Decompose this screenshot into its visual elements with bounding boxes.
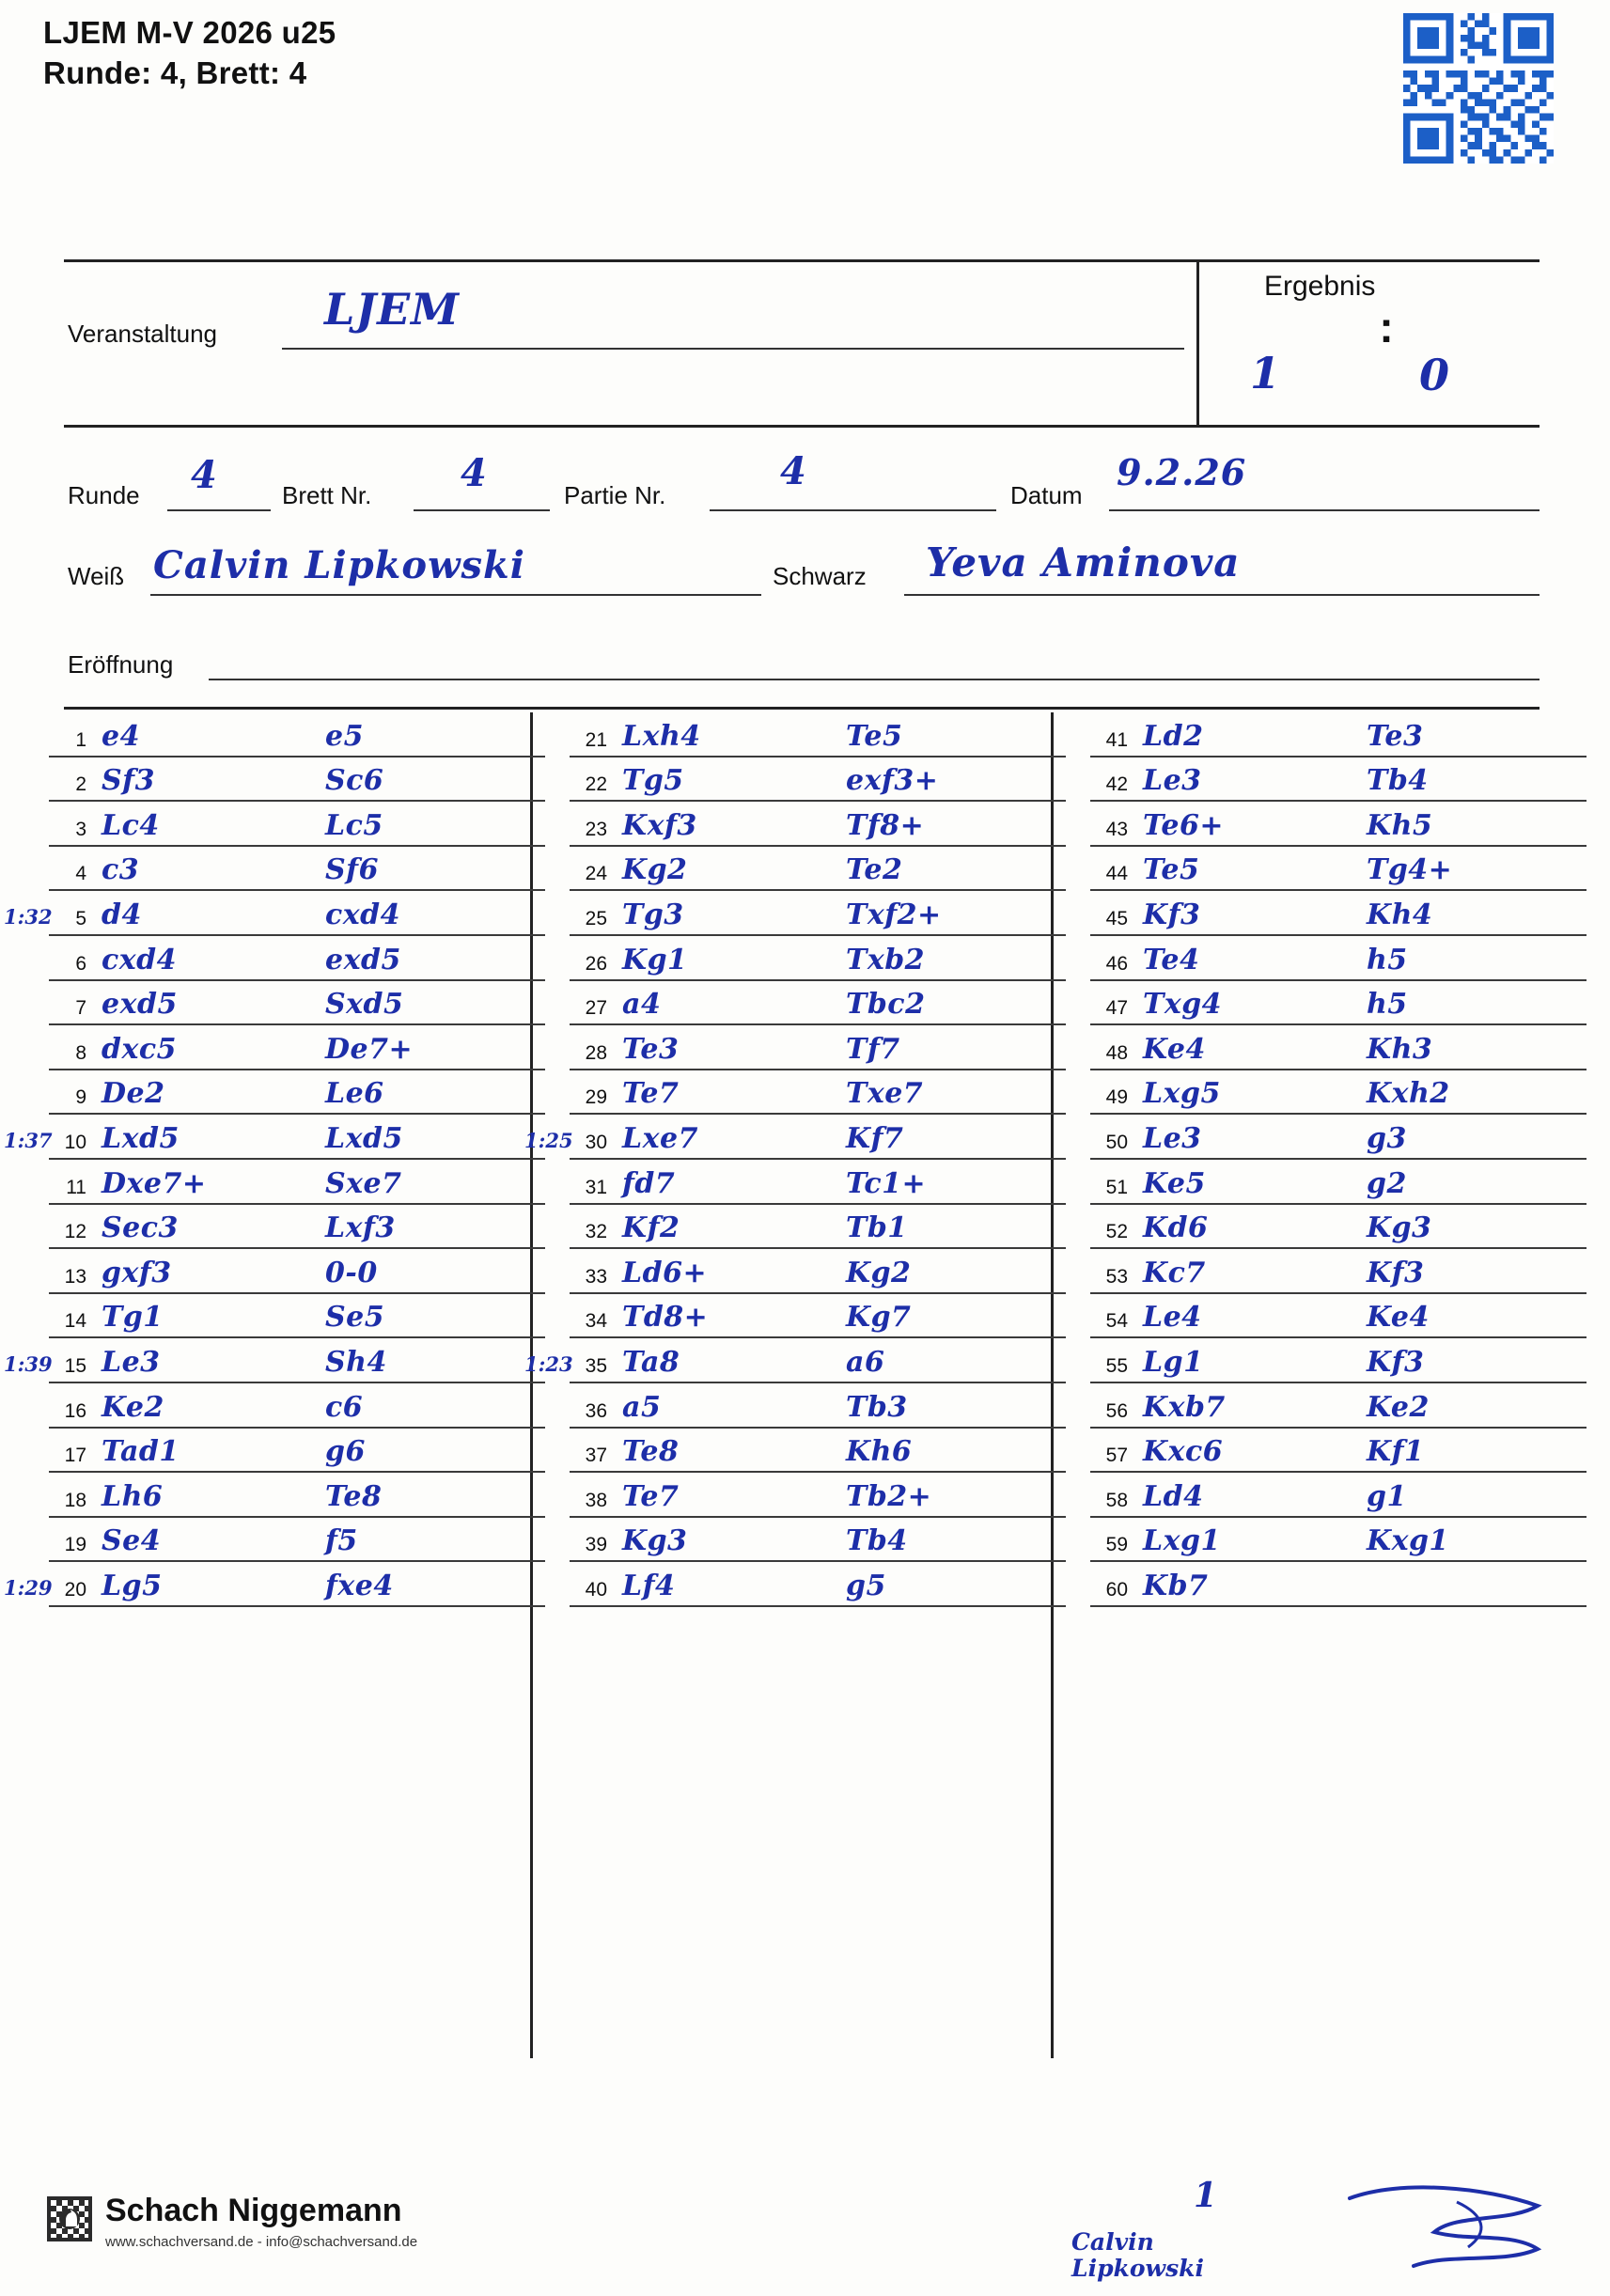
black-move[interactable]: c6	[325, 1390, 364, 1424]
move-row	[1085, 758, 1592, 803]
black-move[interactable]: Txb2	[846, 943, 926, 976]
move-row	[564, 1473, 1071, 1518]
white-move[interactable]: gxf3	[102, 1256, 172, 1289]
black-move[interactable]: Te3	[1367, 719, 1424, 753]
move-row	[43, 1205, 551, 1250]
move-row	[1085, 1115, 1592, 1160]
clock-time: 1:23	[524, 1351, 573, 1376]
black-move[interactable]: 0-0	[325, 1256, 378, 1289]
move-number: 44	[1105, 863, 1128, 885]
eroeffnung-field-line	[209, 679, 1540, 680]
white-move[interactable]: Lc4	[102, 808, 160, 842]
signature-name-line-1: Calvin	[1071, 2227, 1154, 2256]
black-move[interactable]: g1	[1367, 1479, 1407, 1513]
black-move[interactable]: Tf8+	[846, 808, 925, 842]
move-number: 27	[585, 997, 607, 1020]
white-move[interactable]: Kc7	[1143, 1256, 1206, 1289]
move-row	[1085, 847, 1592, 892]
clock-time: 1:39	[4, 1351, 53, 1376]
move-row	[43, 758, 551, 803]
white-move[interactable]: Sec3	[102, 1211, 179, 1245]
move-row	[43, 847, 551, 892]
move-row	[564, 1025, 1071, 1070]
black-move[interactable]: g6	[325, 1435, 366, 1469]
white-move[interactable]: Sf3	[102, 764, 155, 798]
move-number: 43	[1105, 818, 1128, 840]
move-row	[4, 891, 551, 936]
move-row	[524, 1115, 1071, 1160]
move-row	[564, 1070, 1071, 1116]
event-title-line-2: Runde: 4, Brett: 4	[43, 55, 307, 90]
move-number: 34	[585, 1310, 607, 1333]
white-move[interactable]: Kxc6	[1143, 1435, 1224, 1469]
black-move[interactable]: Kf3	[1367, 1256, 1425, 1289]
black-move[interactable]: Tb4	[1367, 764, 1429, 798]
move-row	[43, 802, 551, 847]
runde-value[interactable]: 4	[191, 453, 218, 497]
move-row	[1085, 1518, 1592, 1563]
move-number: 2	[75, 773, 86, 796]
brett-field-line	[414, 509, 550, 511]
black-move[interactable]: Kxg1	[1367, 1524, 1449, 1558]
black-move[interactable]: g2	[1367, 1166, 1407, 1200]
white-move[interactable]: De2	[102, 1077, 165, 1111]
weiss-label: Weiß	[68, 562, 125, 590]
move-number: 23	[585, 818, 607, 840]
clock-time: 1:32	[4, 904, 53, 929]
schwarz-value[interactable]: Yeva Aminova	[926, 539, 1241, 586]
white-move[interactable]: dxc5	[102, 1032, 178, 1066]
black-move[interactable]: Tc1+	[846, 1166, 927, 1200]
move-number: 38	[585, 1489, 607, 1511]
white-move[interactable]: Td8+	[622, 1301, 709, 1335]
white-move[interactable]: Lf4	[622, 1569, 676, 1602]
white-move[interactable]: Te7	[622, 1479, 680, 1513]
white-move[interactable]: Ta8	[622, 1345, 680, 1379]
schwarz-field-line	[904, 594, 1540, 596]
move-number: 26	[585, 952, 607, 975]
move-row	[564, 1518, 1071, 1563]
black-move[interactable]: exd5	[325, 943, 401, 976]
move-row	[1085, 1205, 1592, 1250]
move-number: 25	[585, 907, 607, 929]
white-move[interactable]: Tg1	[102, 1301, 164, 1335]
veranstaltung-value[interactable]: LJEM	[324, 284, 461, 335]
weiss-field-line	[150, 594, 761, 596]
move-row	[564, 712, 1071, 758]
move-number: 22	[585, 773, 607, 796]
move-number: 51	[1105, 1176, 1128, 1198]
datum-field-line	[1109, 509, 1540, 511]
white-move[interactable]: Txg4	[1143, 988, 1223, 1022]
black-move[interactable]: g3	[1367, 1121, 1407, 1155]
white-move[interactable]: Kg1	[622, 943, 688, 976]
knight-logo-icon	[47, 2196, 92, 2241]
move-row	[564, 847, 1071, 892]
black-move[interactable]: Tf7	[846, 1032, 900, 1066]
move-number: 59	[1105, 1534, 1128, 1556]
move-row	[43, 1160, 551, 1205]
white-move[interactable]: Te3	[622, 1032, 680, 1066]
move-row	[564, 936, 1071, 981]
move-number: 49	[1105, 1086, 1128, 1109]
white-move[interactable]: cxd4	[102, 943, 178, 976]
white-move[interactable]: a4	[622, 988, 662, 1022]
result-black-value[interactable]: 0	[1419, 350, 1451, 400]
white-move[interactable]: Ke2	[102, 1390, 164, 1424]
white-move[interactable]: Le4	[1143, 1301, 1202, 1335]
black-move[interactable]: Sxd5	[325, 988, 404, 1022]
move-row	[1085, 1294, 1592, 1339]
black-move[interactable]: h5	[1367, 988, 1408, 1022]
black-move[interactable]: h5	[1367, 943, 1408, 976]
move-row	[4, 1115, 551, 1160]
black-move[interactable]: Te8	[325, 1479, 383, 1513]
brett-label: Brett Nr.	[282, 481, 372, 509]
move-row	[1085, 1249, 1592, 1294]
move-number: 15	[64, 1354, 86, 1377]
runde-field-line	[167, 509, 271, 511]
black-move[interactable]: cxd4	[325, 898, 401, 931]
white-move[interactable]: Kxb7	[1143, 1390, 1226, 1424]
move-row	[564, 802, 1071, 847]
black-move[interactable]: Kh5	[1367, 808, 1433, 842]
move-number: 41	[1105, 728, 1128, 751]
white-move[interactable]: Ld4	[1143, 1479, 1204, 1513]
brett-value[interactable]: 4	[461, 451, 488, 495]
black-move[interactable]: Ke4	[1367, 1301, 1430, 1335]
move-number: 48	[1105, 1041, 1128, 1064]
black-move[interactable]: Le6	[325, 1077, 384, 1111]
black-move[interactable]: De7+	[325, 1032, 414, 1066]
divider-middle	[64, 425, 1540, 428]
black-move[interactable]: g5	[846, 1569, 886, 1602]
clock-time: 1:25	[524, 1128, 573, 1152]
white-move[interactable]: Ld6+	[622, 1256, 708, 1289]
white-move[interactable]: Te4	[1143, 943, 1200, 976]
divider-top	[64, 259, 1540, 262]
white-move[interactable]: d4	[102, 898, 142, 931]
partie-field-line	[710, 509, 996, 511]
black-move[interactable]: Lxf3	[325, 1211, 396, 1245]
move-number: 28	[585, 1041, 607, 1064]
black-move[interactable]: Te2	[846, 853, 903, 887]
move-row	[1085, 1070, 1592, 1116]
move-row	[4, 1562, 551, 1607]
black-move[interactable]: fxe4	[325, 1569, 394, 1602]
move-row	[43, 1429, 551, 1474]
black-move[interactable]: Sh4	[325, 1345, 387, 1379]
white-move[interactable]: Kf3	[1143, 898, 1201, 931]
black-move[interactable]: Sf6	[325, 853, 379, 887]
white-move[interactable]: Tg3	[622, 898, 684, 931]
publisher-logo	[47, 2193, 442, 2258]
move-number: 1	[75, 728, 86, 751]
move-row-line	[570, 1605, 1066, 1607]
move-row	[43, 712, 551, 758]
white-move[interactable]: Lg1	[1143, 1345, 1204, 1379]
white-move[interactable]: Tad1	[102, 1435, 180, 1469]
white-move[interactable]: Ke5	[1143, 1166, 1206, 1200]
move-number: 18	[64, 1489, 86, 1511]
move-row	[1085, 891, 1592, 936]
move-row	[564, 1294, 1071, 1339]
move-number: 11	[66, 1176, 86, 1198]
move-number: 13	[64, 1265, 86, 1288]
black-move[interactable]: Kh3	[1367, 1032, 1433, 1066]
white-move[interactable]: Tg5	[622, 764, 684, 798]
divider-result-vertical	[1196, 259, 1199, 425]
event-title-line-1: LJEM M-V 2026 u25	[43, 15, 336, 50]
moves-column-2	[524, 712, 1071, 1607]
move-row	[1085, 1025, 1592, 1070]
move-row	[43, 1249, 551, 1294]
move-number: 45	[1105, 907, 1128, 929]
black-move[interactable]: Ke2	[1367, 1390, 1430, 1424]
move-row	[43, 1025, 551, 1070]
move-row	[1085, 981, 1592, 1026]
black-move[interactable]: exf3+	[846, 764, 939, 798]
move-row	[564, 1383, 1071, 1429]
black-move[interactable]: a6	[846, 1345, 885, 1379]
move-number: 17	[64, 1445, 86, 1467]
move-row	[1085, 712, 1592, 758]
black-move[interactable]: Tg4+	[1367, 853, 1453, 887]
move-row	[1085, 1160, 1592, 1205]
move-number: 58	[1105, 1489, 1128, 1511]
move-row	[564, 1205, 1071, 1250]
white-move[interactable]: Lxh4	[622, 719, 701, 753]
white-move[interactable]: Kg2	[622, 853, 688, 887]
white-move[interactable]: Le3	[102, 1345, 161, 1379]
white-move[interactable]: Kxf3	[622, 808, 697, 842]
white-move[interactable]: Kb7	[1143, 1569, 1209, 1602]
white-move[interactable]: Lg5	[102, 1569, 163, 1602]
white-move[interactable]: Lxg1	[1143, 1524, 1221, 1558]
signature-name-line-2: Lipkowski	[1071, 2255, 1204, 2283]
move-number: 60	[1105, 1578, 1128, 1601]
move-number: 12	[64, 1221, 86, 1243]
partie-value[interactable]: 4	[780, 449, 807, 493]
move-row	[564, 1160, 1071, 1205]
white-move[interactable]: Te5	[1143, 853, 1200, 887]
move-number: 40	[585, 1578, 607, 1601]
move-number: 16	[64, 1399, 86, 1422]
eroeffnung-label: Eröffnung	[68, 650, 174, 679]
move-row	[43, 1383, 551, 1429]
move-row	[1085, 1383, 1592, 1429]
black-move[interactable]: e5	[325, 719, 364, 753]
white-move[interactable]: Le3	[1143, 764, 1202, 798]
black-move[interactable]: Tbc2	[846, 988, 926, 1022]
white-move[interactable]: e4	[102, 719, 140, 753]
white-move[interactable]: Te8	[622, 1435, 680, 1469]
move-number: 5	[75, 907, 86, 929]
move-number: 31	[585, 1176, 607, 1198]
white-move[interactable]: Te6+	[1143, 808, 1224, 842]
white-move[interactable]: exd5	[102, 988, 178, 1022]
move-number: 57	[1105, 1445, 1128, 1467]
move-row	[1085, 1338, 1592, 1383]
black-move[interactable]: Tb4	[846, 1524, 908, 1558]
move-number: 30	[585, 1131, 607, 1153]
veranstaltung-field-line	[282, 348, 1184, 350]
move-row	[564, 891, 1071, 936]
move-row	[1085, 936, 1592, 981]
move-number: 52	[1105, 1221, 1128, 1243]
white-move[interactable]: c3	[102, 853, 140, 887]
black-move[interactable]: Te5	[846, 719, 903, 753]
black-move[interactable]: Sc6	[325, 764, 384, 798]
result-white-value[interactable]: 1	[1250, 348, 1282, 398]
page-title	[43, 13, 336, 94]
white-move[interactable]: Lxe7	[622, 1121, 698, 1155]
black-move[interactable]: Kxh2	[1367, 1077, 1450, 1111]
move-row	[43, 1294, 551, 1339]
white-move[interactable]: Le3	[1143, 1121, 1202, 1155]
black-move[interactable]: Kg2	[846, 1256, 912, 1289]
move-number: 37	[585, 1445, 607, 1467]
result-colon: :	[1379, 303, 1394, 351]
black-move[interactable]: f5	[325, 1524, 358, 1558]
white-move[interactable]: Se4	[102, 1524, 162, 1558]
move-number: 53	[1105, 1265, 1128, 1288]
move-row	[1085, 1429, 1592, 1474]
black-move[interactable]: Kg7	[846, 1301, 912, 1335]
move-row	[564, 1249, 1071, 1294]
move-row	[43, 1070, 551, 1116]
move-number: 36	[585, 1399, 607, 1422]
move-row	[4, 1338, 551, 1383]
move-number: 24	[585, 863, 607, 885]
black-move[interactable]: Tb1	[846, 1211, 908, 1245]
black-move[interactable]: Se5	[325, 1301, 385, 1335]
qr-code-icon	[1403, 13, 1554, 164]
move-number: 4	[75, 863, 86, 885]
move-number: 7	[75, 997, 86, 1020]
white-move[interactable]: Dxe7+	[102, 1166, 207, 1200]
move-row-line	[1090, 1605, 1587, 1607]
clock-time: 1:37	[4, 1128, 53, 1152]
black-move[interactable]: Lc5	[325, 808, 383, 842]
black-move[interactable]: Kh4	[1367, 898, 1433, 931]
move-number: 19	[64, 1534, 86, 1556]
move-row	[43, 981, 551, 1026]
move-number: 32	[585, 1221, 607, 1243]
black-move[interactable]: Tb2+	[846, 1479, 932, 1513]
move-number: 50	[1105, 1131, 1128, 1153]
clock-time: 1:29	[4, 1575, 53, 1600]
ergebnis-label: Ergebnis	[1264, 271, 1376, 302]
white-move[interactable]: Kg3	[622, 1524, 688, 1558]
partie-label: Partie Nr.	[564, 481, 666, 509]
white-move[interactable]: Lxg5	[1143, 1077, 1221, 1111]
datum-label: Datum	[1010, 481, 1083, 509]
move-row-line	[49, 1605, 545, 1607]
move-number: 8	[75, 1041, 86, 1064]
move-number: 56	[1105, 1399, 1128, 1422]
move-number: 39	[585, 1534, 607, 1556]
move-row	[564, 1429, 1071, 1474]
white-move[interactable]: Kf2	[622, 1211, 680, 1245]
move-row	[564, 981, 1071, 1026]
signature-result-mark: 1	[1194, 2176, 1218, 2215]
move-row	[564, 1562, 1071, 1607]
veranstaltung-label: Veranstaltung	[68, 320, 218, 348]
divider-moves-top	[64, 707, 1540, 710]
moves-column-1	[4, 712, 551, 1607]
moves-column-3	[1085, 712, 1592, 1607]
move-row	[1085, 1562, 1592, 1607]
white-move[interactable]: Ke4	[1143, 1032, 1206, 1066]
white-move[interactable]: Kd6	[1143, 1211, 1209, 1245]
move-row	[43, 1518, 551, 1563]
white-move[interactable]: Ld2	[1143, 719, 1204, 753]
datum-value[interactable]: 9.2.26	[1117, 451, 1247, 493]
move-number: 33	[585, 1265, 607, 1288]
white-move[interactable]: a5	[622, 1390, 662, 1424]
black-move[interactable]: Txf2+	[846, 898, 942, 931]
black-move[interactable]: Txe7	[846, 1077, 924, 1111]
move-number: 54	[1105, 1310, 1128, 1333]
move-number: 9	[75, 1086, 86, 1109]
move-number: 42	[1105, 773, 1128, 796]
black-move[interactable]: Kh6	[846, 1435, 913, 1469]
move-row	[524, 1338, 1071, 1383]
white-move[interactable]: Lxd5	[102, 1121, 180, 1155]
move-number: 14	[64, 1310, 86, 1333]
black-move[interactable]: Kf1	[1367, 1435, 1425, 1469]
move-row	[43, 936, 551, 981]
publisher-name: Schach Niggemann	[105, 2193, 402, 2228]
signature-name	[1071, 2229, 1204, 2284]
white-move[interactable]: Lh6	[102, 1479, 164, 1513]
black-move[interactable]: Lxd5	[325, 1121, 403, 1155]
move-number: 46	[1105, 952, 1128, 975]
black-move[interactable]: Sxe7	[325, 1166, 402, 1200]
move-row	[1085, 802, 1592, 847]
move-number: 35	[585, 1354, 607, 1377]
publisher-url[interactable]: www.schachversand.de - info@schachversand.de	[105, 2234, 418, 2250]
move-number: 20	[64, 1578, 86, 1601]
black-move[interactable]: Kf3	[1367, 1345, 1425, 1379]
white-move[interactable]: Te7	[622, 1077, 680, 1111]
white-move[interactable]: fd7	[622, 1166, 676, 1200]
move-number: 47	[1105, 997, 1128, 1020]
move-row	[43, 1473, 551, 1518]
move-number: 6	[75, 952, 86, 975]
weiss-value[interactable]: Calvin Lipkowski	[153, 543, 525, 587]
black-move[interactable]: Kg3	[1367, 1211, 1432, 1245]
move-number: 55	[1105, 1354, 1128, 1377]
move-number: 29	[585, 1086, 607, 1109]
move-number: 10	[64, 1131, 86, 1153]
signature-scribble-icon	[1344, 2174, 1560, 2277]
black-move[interactable]: Tb3	[846, 1390, 908, 1424]
move-number: 3	[75, 818, 86, 840]
move-row	[1085, 1473, 1592, 1518]
runde-label: Runde	[68, 481, 140, 509]
move-number: 21	[585, 728, 607, 751]
schwarz-label: Schwarz	[773, 562, 867, 590]
black-move[interactable]: Kf7	[846, 1121, 904, 1155]
move-row	[564, 758, 1071, 803]
